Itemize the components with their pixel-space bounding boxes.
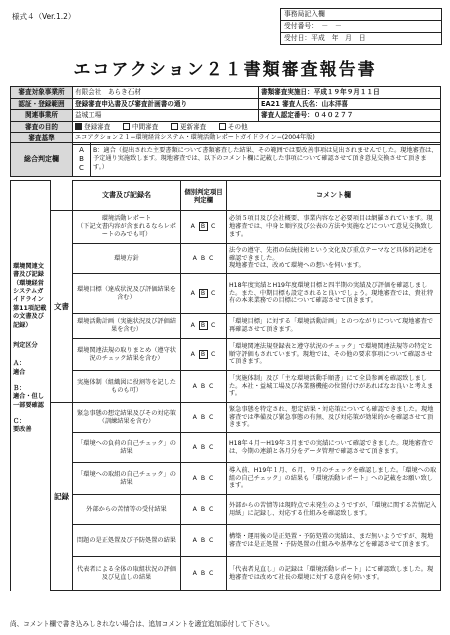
judge-review[interactable]: A B C [181,557,227,591]
comment-activity-plan: 「環境目標」に対する「環境活動計画」とのつながりについて現地審査で再確認させて頂きます。 [227,314,441,339]
comment-structure: 「実施体制」及び「主な環境活動手順書」にて全員参画を確認致しました。本社・益城工場及び各業務機能の位置付けがあればなお良いと考えます。 [227,371,441,403]
auditor-number: 審査人認定番号：０４０２７７ [259,110,441,122]
judge-structure[interactable]: A B C [181,371,227,403]
doc-policy: 環境方針 [73,244,181,274]
audit-date: 書類審査実施日：平成１９年９月１１日 [259,87,441,99]
doc-emergency: 緊急事態の想定結果及びその対応策（訓練結果を含む） [73,403,181,433]
judge-b: Ｂ： 適合・但し一部要確認 [13,384,44,409]
judge-targets[interactable]: A B C [181,274,227,314]
checkbox-renewal[interactable] [171,123,178,130]
site-label: 関連事業所 [11,110,73,122]
judge-column-header: 個別判定項目 判定欄 [181,181,227,211]
form-id: 様式４（Ver.1.2） [12,12,76,21]
judge-report[interactable]: A B C [181,211,227,244]
overall-letters: A B C [73,143,91,177]
purpose-options: 登録審査 中間審査 更新審査 その他 [73,121,441,133]
overall-judgement [10,142,441,177]
doc-report: 環境活動レポート （下記文書内容が含まれるならレポートのみでも可） [73,211,181,244]
doc-activity-plan: 環境活動計画（実施状況及び評価結果を含む） [73,314,181,339]
env-docs-label: 環境関連文書及び記録（環境経営システムガイドライン第11項記載の文書及び記録） [13,263,47,329]
judge-title: 判定区分 [13,341,38,349]
checkbox-other[interactable] [219,123,226,130]
comment-effort-check: 導入前、H19年１月、６月、９月のチェックを確認しました。「環境への取組の自己チェック」の結果も「環境活動レポート」への記載をお願い致します。 [227,463,441,495]
judge-corrective[interactable]: A B C [181,525,227,557]
overall-label: 総合判定欄 [11,143,73,177]
comment-emergency: 緊急事態を特定され、想定結果・対応策についても確認できました。現地審査では準備及び緊急事態の有無、及び対応策が効果的かを確認させて頂きます。 [227,403,441,433]
office-use-box [280,8,442,45]
site-value: 益城工場 [73,110,259,122]
org-label: 審査対象事業所 [11,87,73,99]
receipt-number-field: 受付番号： － － [281,20,441,32]
judge-emergency[interactable]: A B C [181,403,227,433]
doc-load-check: 「環境への負荷の自己チェック」の結果 [73,433,181,463]
auditor-name: EA21 審査人氏名：山本洋喜 [259,98,441,110]
overall-text: B：適合（提出された主要書類について書類審査した結果、その範囲では要改善事項は見出されませんでした。現地審査は、予定通り実施致します。現地審査では、以下のコメント欄に記載した事項について確認させて頂き意見交換させて頂きます。） [91,143,441,177]
header-table [10,86,441,145]
judge-load-check[interactable]: A B C [181,433,227,463]
comment-report: 必須５項目及び会社概要、事業内容など必要項目は網羅されています。現地審査では、中身と順序及び公表の方法や実施などについて意見交換致します。 [227,211,441,244]
comment-legal: 「環境関連法規登録表と遵守状況のチェック」で環境関連法規等の特定と順守評価もされています。現地では、その他の要求事項について確認させて頂きます。 [227,339,441,371]
comment-column-header: コメント欄 [227,181,441,211]
scope-value: 登録審査申込書及び審査計画書の通り [73,98,259,110]
doc-effort-check: 「環境への取組の自己チェック」の結果 [73,463,181,495]
receipt-date-field: 受付日：平成 年 月 日 [281,32,441,44]
comment-complaints: 外部からの苦情等は現時点で未発生のようですが、「環境に関する苦情記入用紙」に記録し、対応する仕組みを確認致します。 [227,495,441,525]
doc-complaints: 外部からの苦情等の受付結果 [73,495,181,525]
judge-policy[interactable]: A B C [181,244,227,274]
purpose-label: 審査の目的 [11,121,73,133]
org-value: 有限会社 あらき石材 [73,87,259,99]
checkbox-registration[interactable] [75,123,82,130]
doc-column-header: 文書及び記録名 [73,181,181,211]
side-panel [11,181,51,591]
doc-targets: 環境目標（達成状況及び評価結果を含む） [73,274,181,314]
records-group-label: 記録 [51,403,73,591]
doc-corrective: 問題の是正処置及び予防処置の結果 [73,525,181,557]
judge-legal[interactable]: A B C [181,339,227,371]
comment-load-check: H18年４月～H19年３月までの実績について確認できました。現地審査では、今期の連鎖と各月分をデータ管理で確認させて頂きます。 [227,433,441,463]
judge-c: Ｃ： 要改善 [13,418,32,434]
doc-legal: 環境関連法規の取りまとめ（遵守状況のチェック結果を含む） [73,339,181,371]
judge-activity-plan[interactable]: A B C [181,314,227,339]
checkbox-interim[interactable] [123,123,130,130]
office-box-title: 事務局記入欄 [284,10,325,18]
comment-corrective: 構築・運用後の是正処置・予防処置の実績は、まだ無いようですが、現地審査では是正処置・予防処置の仕組みや基準などを確認させて頂きます。 [227,525,441,557]
doc-review: 代表者による全体の取組状況の評価及び見直しの結果 [73,557,181,591]
documents-table [10,180,441,591]
page-title: エコアクション２１書類審査報告書 [73,60,377,80]
comment-policy: 法令の遵守、先祖の伝統技術という文化及び重点テーマなど具体的記述を確認できました。 現地審査では、改めて環境への想いを伺います。 [227,244,441,274]
judge-effort-check[interactable]: A B C [181,463,227,495]
basis-value: エコアクション２１−環境経営システム・環境活動レポートガイドライン−(2004年版) [73,133,441,145]
comment-review: 「代表者見直し」の記録は「環境活動レポート」にて確認致しました。現地審査では改めて社長の環境に対する意向を伺います。 [227,557,441,591]
judge-complaints[interactable]: A B C [181,495,227,525]
docs-group-label: 文書 [51,211,73,403]
basis-label: 審査基準 [11,133,73,145]
doc-structure: 実施体制（組織図に役割等を記したものも可） [73,371,181,403]
comment-targets: H18年度実績とH19年度環境目標と四半期の実績及び評価を確認しました。また、中期目標も設定されると良いでしょう。現地審査では、貴社特有の本来業務での目標について確認させて頂きます。 [227,274,441,314]
judge-a: Ａ： 適合 [13,360,26,376]
scope-label: 認証・登録範囲 [11,98,73,110]
footer-note: 尚、コメント欄で書き込みしきれない場合は、追加コメントを適宜追加添付して下さい。 [10,620,274,628]
